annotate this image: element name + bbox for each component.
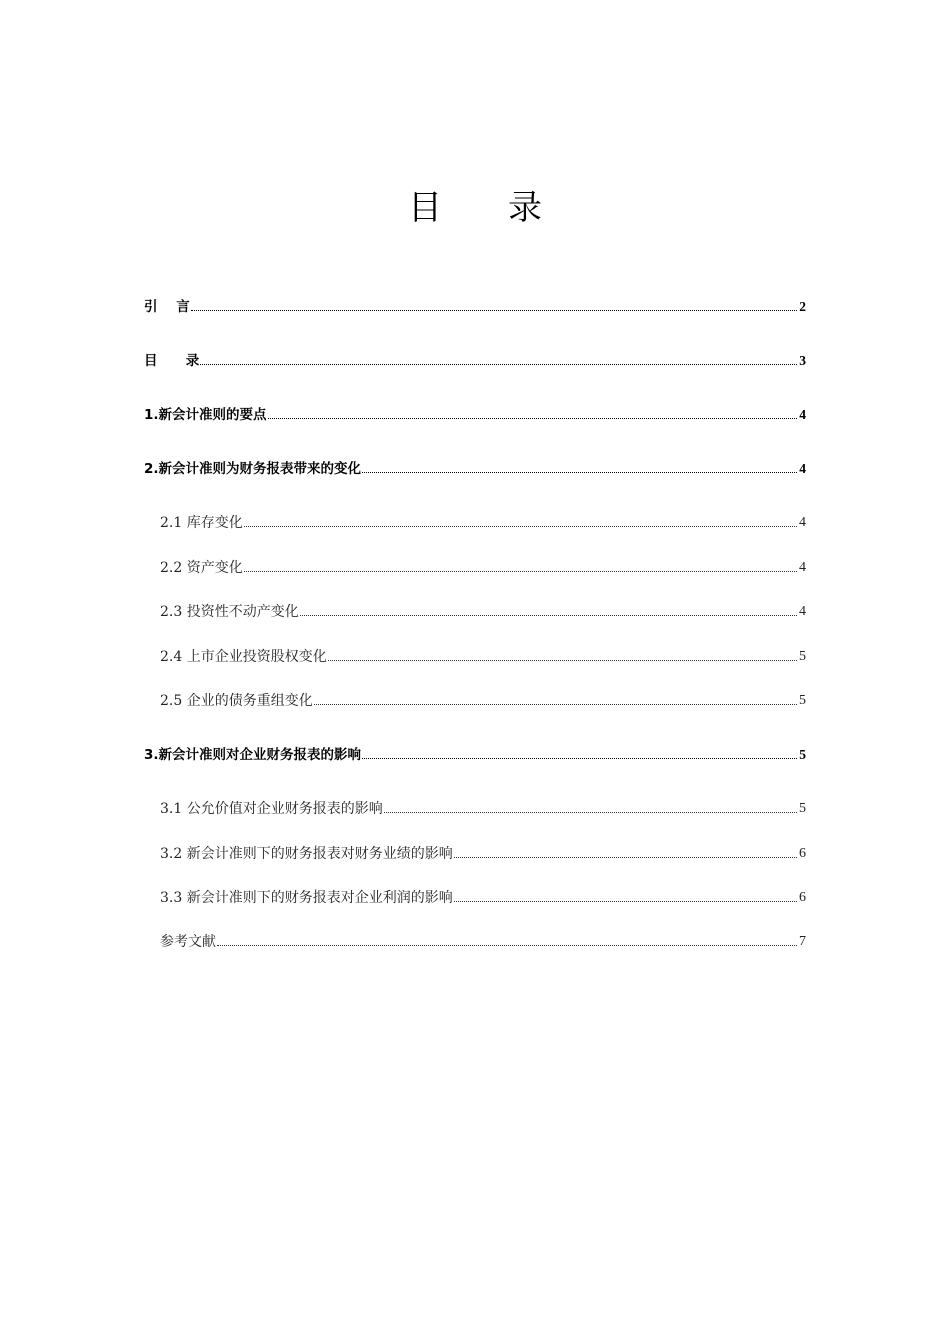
toc-entry-section-2-5[interactable] bbox=[160, 690, 806, 710]
dot-leader bbox=[362, 471, 797, 473]
dot-leader bbox=[200, 363, 797, 365]
toc-entry-label: 2.5 企业的债务重组变化 bbox=[160, 693, 313, 709]
toc-entry-section-2-2[interactable] bbox=[160, 557, 806, 577]
toc-entry-section-3-3[interactable] bbox=[160, 887, 806, 907]
toc-entry-label: 目 录 bbox=[144, 353, 200, 369]
toc-entry-page-number: 6 bbox=[799, 890, 806, 905]
toc-entry-label: 参考文献 bbox=[160, 934, 216, 950]
toc-entry-label: 2.新会计准则为财务报表带来的变化 bbox=[144, 461, 362, 477]
toc-entry-page-number: 3 bbox=[799, 353, 806, 368]
toc-entry-section-2-1[interactable] bbox=[160, 512, 806, 532]
toc-entry-label: 2.3 投资性不动产变化 bbox=[160, 604, 299, 620]
page-title-part2: 录 bbox=[508, 188, 542, 228]
toc-entry-page-number: 4 bbox=[799, 515, 806, 530]
toc-entry-section-3[interactable] bbox=[144, 744, 806, 764]
dot-leader bbox=[244, 525, 797, 527]
toc-entry-label: 2.4 上市企业投资股权变化 bbox=[160, 649, 327, 665]
dot-leader bbox=[454, 900, 797, 902]
toc-entry-label: 3.1 公允价值对企业财务报表的影响 bbox=[160, 801, 383, 817]
toc-entry-section-2-4[interactable] bbox=[160, 646, 806, 666]
toc-entry-section-1[interactable] bbox=[144, 404, 806, 424]
dot-leader bbox=[384, 811, 797, 813]
toc-entry-label: 1.新会计准则的要点 bbox=[144, 407, 267, 423]
toc-entry-page-number: 5 bbox=[799, 649, 806, 664]
toc-entry-page-number: 4 bbox=[799, 461, 806, 476]
toc-entry-page-number: 4 bbox=[799, 604, 806, 619]
toc-entry-section-3-1[interactable] bbox=[160, 798, 806, 818]
dot-leader bbox=[328, 659, 797, 661]
toc-entry-label: 引 言 bbox=[144, 299, 190, 315]
toc-entry-contents[interactable] bbox=[144, 350, 806, 370]
toc-entry-section-3-2[interactable] bbox=[160, 843, 806, 863]
dot-leader bbox=[191, 309, 797, 311]
toc-entry-introduction[interactable] bbox=[144, 296, 806, 316]
dot-leader bbox=[454, 856, 797, 858]
dot-leader bbox=[362, 757, 797, 759]
toc-entry-section-2-3[interactable] bbox=[160, 601, 806, 621]
toc-entry-page-number: 4 bbox=[799, 560, 806, 575]
dot-leader bbox=[244, 570, 797, 572]
dot-leader bbox=[314, 703, 797, 705]
toc-entry-page-number: 7 bbox=[799, 934, 806, 949]
toc-entry-label: 3.3 新会计准则下的财务报表对企业利润的影响 bbox=[160, 890, 453, 906]
toc-entry-label: 2.2 资产变化 bbox=[160, 560, 243, 576]
toc-entry-page-number: 6 bbox=[799, 846, 806, 861]
toc-entry-page-number: 5 bbox=[799, 801, 806, 816]
dot-leader bbox=[300, 614, 797, 616]
dot-leader bbox=[268, 417, 798, 419]
toc-entry-label: 2.1 库存变化 bbox=[160, 515, 243, 531]
toc-entry-section-2[interactable] bbox=[144, 458, 806, 478]
toc-entry-page-number: 4 bbox=[799, 407, 806, 422]
toc-entry-page-number: 2 bbox=[799, 299, 806, 314]
toc-entry-references[interactable] bbox=[160, 931, 806, 951]
toc-entry-label: 3.2 新会计准则下的财务报表对财务业绩的影响 bbox=[160, 846, 453, 862]
toc-entry-page-number: 5 bbox=[799, 693, 806, 708]
toc-entry-label: 3.新会计准则对企业财务报表的影响 bbox=[144, 747, 362, 763]
page-title-part1: 目 bbox=[408, 188, 442, 228]
toc-entry-page-number: 5 bbox=[799, 747, 806, 762]
dot-leader bbox=[217, 944, 797, 946]
